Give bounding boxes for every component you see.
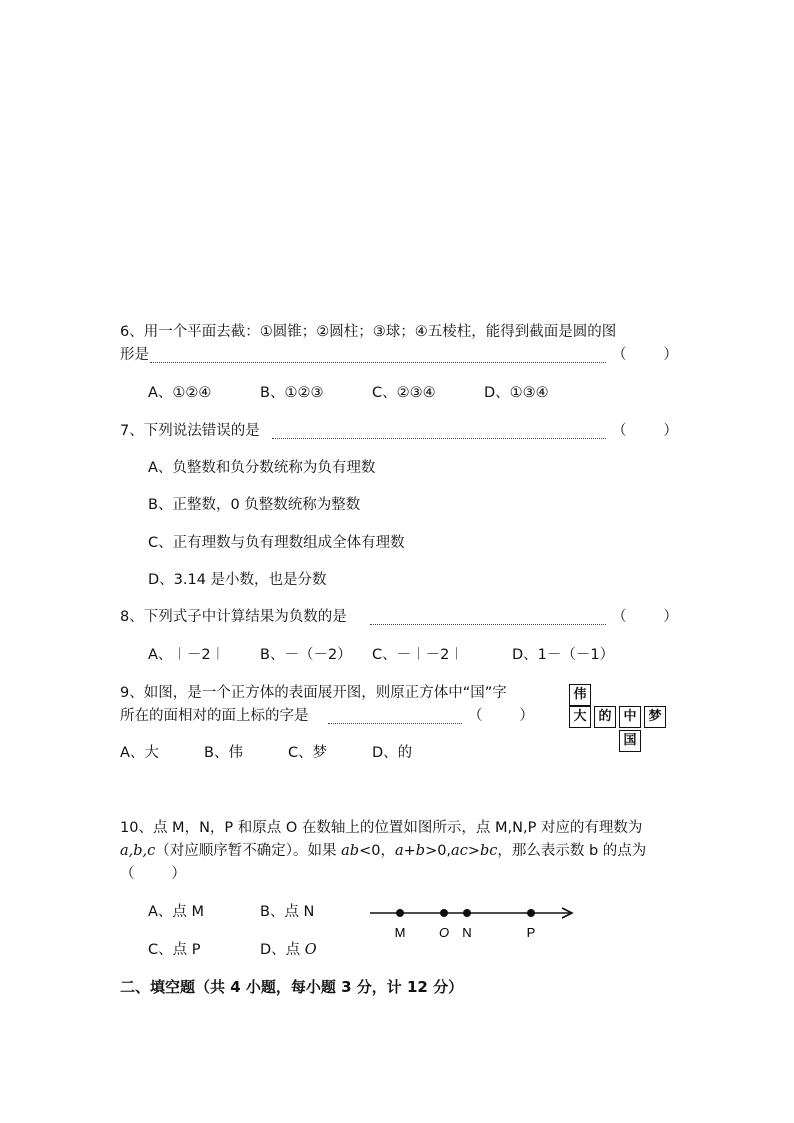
q10-option-d-var: O [304,942,317,958]
q10-option-a: A、点 M [148,904,205,920]
q6-option-c: C、②③④ [372,385,436,401]
q6-stem-line2: 形是 [120,347,149,363]
q10-var-bc: bc [479,843,498,859]
q6-option-b: B、①②③ [260,385,324,401]
q8-answer-blank [370,624,606,625]
q10-text-b: <0， [359,843,395,859]
point-m-label: M [394,925,406,940]
q10-var-abc: a,b,c [120,843,156,859]
net-cell-de: 的 [594,706,616,728]
q6-option-a: A、①②④ [148,385,212,401]
q10-var-ab: ab [341,843,360,859]
q10-answer-paren: （ ） [120,866,186,882]
q8-answer-paren: （ ） [612,609,678,625]
q7-answer-paren: （ ） [612,423,678,439]
point-o-dot [440,909,448,917]
section-2-heading: 二、填空题（共 4 小题，每小题 3 分，计 12 分） [120,978,464,996]
q10-text-gt: > [467,843,480,859]
net-cell-wei: 伟 [569,684,591,706]
point-n-label: N [462,925,472,940]
net-cell-guo: 国 [619,730,641,752]
q9-stem-line1: 9、如图，是一个正方体的表面展开图，则原正方体中“国”字 [120,685,507,701]
q9-answer-blank [328,723,462,724]
q10-text-a: （对应顺序暂不确定）。如果 [155,843,342,859]
q8-option-a: A、︱－2︱ [148,647,226,663]
q7-option-c: C、正有理数与负有理数组成全体有理数 [148,535,405,551]
q10-var-a: a [394,843,404,859]
q10-option-d [260,940,317,960]
q10-text-d: ，那么表示数 b 的点为 [497,843,647,859]
q6-option-d: D、①③④ [484,385,549,401]
q6-answer-paren: （ ） [612,347,678,363]
point-p-dot [527,909,535,917]
q10-text-plus: + [403,843,416,859]
q8-option-c: C、－︱－2︱ [372,647,464,663]
q9-option-a: A、大 [120,745,159,761]
net-cell-zhong: 中 [619,706,641,728]
point-o-label: O [438,925,450,940]
q6-answer-blank [150,362,606,363]
q7-option-b: B、正整数，0 负整数统称为整数 [148,497,361,513]
q7-answer-blank [272,438,606,439]
q8-option-b: B、－（－2） [260,647,352,663]
q7-option-d: D、3.14 是小数，也是分数 [148,572,327,588]
q9-answer-paren: （ ） [468,708,534,724]
q9-stem-line2: 所在的面相对的面上标的字是 [120,708,309,724]
q10-var-b: b [415,843,426,859]
q9-option-c: C、梦 [288,745,328,761]
point-n-dot [463,909,471,917]
q10-stem-line2 [120,841,646,861]
q10-var-ac: ac [451,843,468,859]
net-cell-meng: 梦 [644,706,666,728]
point-p-label: P [526,925,536,940]
number-line-figure [366,900,582,944]
net-cell-da: 大 [569,706,591,728]
point-m-dot [396,909,404,917]
q6-stem-line1: 6、用一个平面去截：①圆锥；②圆柱；③球；④五棱柱，能得到截面是圆的图 [120,324,617,340]
q10-text-c: >0, [425,843,452,859]
q8-option-d: D、1－（－1） [512,647,615,663]
q10-option-c: C、点 P [148,942,201,958]
q8-stem: 8、下列式子中计算结果为负数的是 [120,609,347,625]
q10-stem-line1: 10、点 M，N，P 和原点 O 在数轴上的位置如图所示，点 M,N,P 对应的有理数为 [120,820,643,836]
q10-option-d-text: D、点 [260,942,305,958]
q9-option-d: D、的 [372,745,413,761]
q7-stem: 7、下列说法错误的是 [120,423,260,439]
q9-option-b: B、伟 [204,745,243,761]
q10-option-b: B、点 N [260,904,315,920]
q7-option-a: A、负整数和负分数统称为负有理数 [148,460,376,476]
